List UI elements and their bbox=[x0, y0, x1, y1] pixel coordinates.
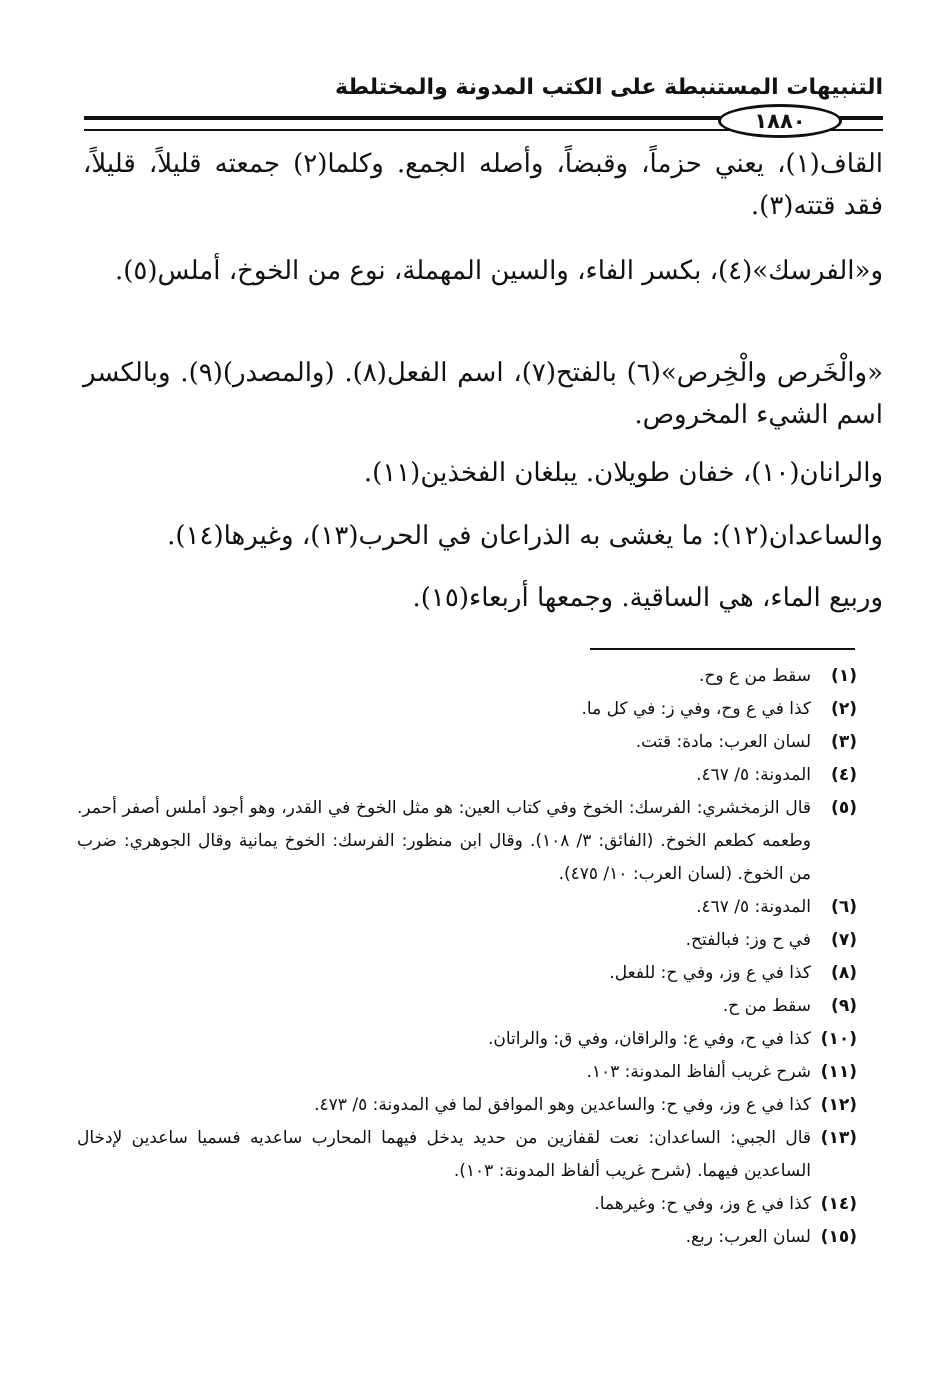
footnote-text: كذا في ع وز، وفي ح: والساعدين وهو الموافق لما في المدونة: ٥/ ٤٧٣. bbox=[314, 1095, 811, 1115]
running-header-title: التنبيهات المستنبطة على الكتب المدونة والمختلطة bbox=[334, 75, 883, 100]
footnote-text: لسان العرب: ربع. bbox=[685, 1227, 811, 1247]
footnote-number: (١٢) bbox=[820, 1095, 857, 1115]
body-paragraph: و«الفرسك»(٤)، بكسر الفاء، والسين المهملة، نوع من الخوخ، أملس(٥). bbox=[115, 256, 883, 286]
footnote-text: المدونة: ٥/ ٤٦٧. bbox=[696, 765, 811, 785]
body-paragraph: والساعدان(١٢): ما يغشى به الذراعان في الحرب(١٣)، وغيرها(١٤). bbox=[167, 521, 883, 551]
footnote bbox=[77, 1188, 857, 1221]
footnote-number: (٩) bbox=[831, 996, 857, 1016]
footnote-number: (١٥) bbox=[820, 1227, 857, 1247]
footnote-number: (١٤) bbox=[820, 1194, 857, 1214]
footnote-text: سقط من ع وح. bbox=[699, 666, 811, 686]
body-paragraph: القاف(١)، يعني حزماً، وقبضاً، وأصله الجمع. وكلما(٢) جمعته قليلاً، قليلاً، فقد قتته(٣). bbox=[83, 149, 883, 221]
footnote bbox=[77, 1221, 857, 1254]
footnote bbox=[77, 891, 857, 924]
footnote bbox=[77, 957, 857, 990]
page-number: ١٨٨٠ bbox=[718, 104, 842, 138]
footnote bbox=[77, 1089, 857, 1122]
body-paragraph: وربيع الماء، هي الساقية. وجمعها أربعاء(١٥). bbox=[412, 583, 883, 613]
footnote bbox=[77, 726, 857, 759]
footnote-number: (١٣) bbox=[820, 1128, 857, 1148]
footnote bbox=[77, 924, 857, 957]
footnote-number: (١١) bbox=[820, 1062, 857, 1082]
footnote-number: (٣) bbox=[831, 732, 857, 752]
footnote bbox=[77, 660, 857, 693]
footnote-number: (٥) bbox=[831, 798, 857, 818]
footnote-text: المدونة: ٥/ ٤٦٧. bbox=[696, 897, 811, 917]
footnote-text: في ح وز: فبالفتح. bbox=[685, 930, 811, 950]
footnote-number: (٢) bbox=[831, 699, 857, 719]
footnote-number: (٦) bbox=[831, 897, 857, 917]
footnote bbox=[77, 1023, 857, 1056]
footnote bbox=[77, 1056, 857, 1089]
footnote-text: كذا في ع وز، وفي ح: للفعل. bbox=[609, 963, 811, 983]
body-paragraph: «والْخَرص والْخِرص»(٦) بالفتح(٧)، اسم الفعل(٨). (والمصدر)(٩). وبالكسر اسم الشيء المخروص. bbox=[83, 358, 883, 430]
footnote bbox=[77, 792, 857, 891]
footnote-number: (١) bbox=[831, 666, 857, 686]
footnote-text: كذا في ع وز، وفي ح: وغيرهما. bbox=[594, 1194, 811, 1214]
footnote-text: كذا في ح، وفي ع: والراقان، وفي ق: والراتان. bbox=[487, 1029, 811, 1049]
footnote-text: شرح غريب ألفاظ المدونة: ١٠٣. bbox=[586, 1062, 811, 1082]
footnote-separator bbox=[590, 648, 855, 650]
footnote-text: كذا في ع وح، وفي ز: في كل ما. bbox=[581, 699, 811, 719]
footnote-number: (٧) bbox=[831, 930, 857, 950]
footnote-text: قال الجبي: الساعدان: نعت لقفازين من حديد يدخل فيهما المحارب ساعديه فسميا ساعدين لإدخال الساعدين فيهما. (شرح غريب ألفاظ المدونة: ١٠٣). bbox=[77, 1128, 811, 1181]
footnote-number: (٤) bbox=[831, 765, 857, 785]
footnote bbox=[77, 990, 857, 1023]
body-paragraph: والرانان(١٠)، خفان طويلان. يبلغان الفخذين(١١). bbox=[363, 458, 883, 488]
footnote bbox=[77, 1122, 857, 1188]
footnote-text: قال الزمخشري: الفرسك: الخوخ وفي كتاب العين: هو مثل الخوخ في القدر، وهو أجود أملس أصفر أحمر. وطعمه كطعم الخوخ. (الفائق: ٣/ ١٠٨). وقال ابن منظور: الفرسك: الخوخ يمانية وقال الجوهري: ضرب من الخوخ. (لسان العرب: ١٠/ ٤٧٥). bbox=[77, 798, 811, 884]
footnote bbox=[77, 759, 857, 792]
footnote-text: سقط من ح. bbox=[722, 996, 811, 1016]
footnotes-list bbox=[77, 660, 857, 1254]
footnote-number: (٨) bbox=[831, 963, 857, 983]
footnote-text: لسان العرب: مادة: قتت. bbox=[635, 732, 811, 752]
footnote-number: (١٠) bbox=[820, 1029, 857, 1049]
footnote bbox=[77, 693, 857, 726]
